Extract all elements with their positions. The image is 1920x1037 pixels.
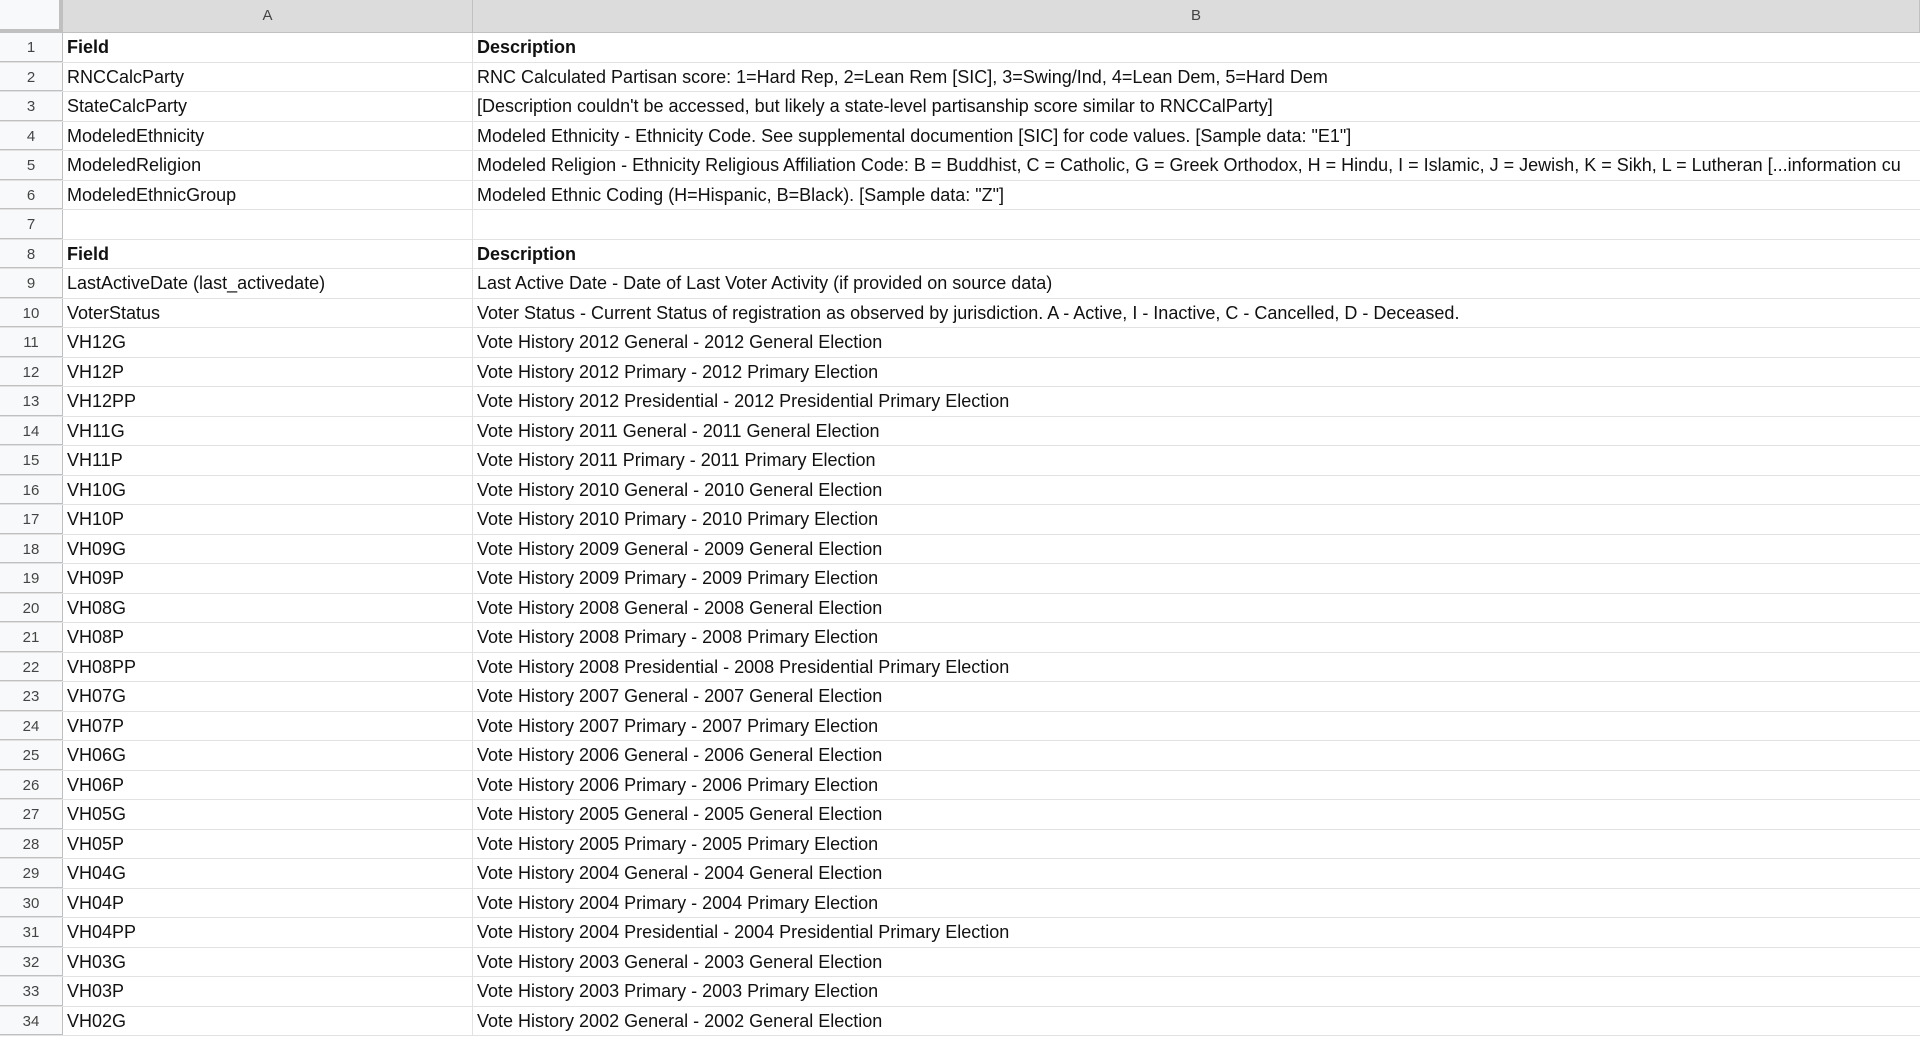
cell-description[interactable]: Vote History 2009 Primary - 2009 Primary Election: [477, 568, 879, 588]
row-number[interactable]: 28: [0, 830, 63, 859]
cell-field[interactable]: VH08PP: [63, 653, 473, 682]
cell-description[interactable]: [Description couldn't be accessed, but likely a state-level partisanship score similar to RNCCalParty]: [477, 96, 1273, 116]
cell-field[interactable]: VH05G: [63, 800, 473, 829]
table-row: [0, 358, 1920, 388]
cell-description[interactable]: Vote History 2007 Primary - 2007 Primary Election: [477, 715, 879, 736]
cell-field[interactable]: VH04G: [63, 859, 473, 888]
cell-description[interactable]: Vote History 2004 Presidential - 2004 Presidential Primary Election: [477, 922, 1010, 942]
row-number[interactable]: 2: [0, 63, 63, 92]
table-row: [0, 181, 1920, 211]
row-number[interactable]: 23: [0, 682, 63, 711]
cell-field[interactable]: VH09G: [63, 535, 473, 564]
cell-field[interactable]: VH03P: [63, 977, 473, 1006]
cell-description[interactable]: Voter Status - Current Status of registration as observed by jurisdiction. A - Active, I - Inactive, C - Cancelled, D - Deceased.: [477, 302, 1460, 323]
table-row: [0, 623, 1920, 653]
cell-description[interactable]: Description: [477, 37, 577, 57]
cell-description[interactable]: Vote History 2008 Presidential - 2008 Presidential Primary Election: [477, 656, 1010, 677]
table-row: [0, 682, 1920, 712]
cell-field[interactable]: VH04P: [63, 889, 473, 918]
column-header-b[interactable]: B: [473, 0, 1920, 33]
cell-description[interactable]: RNC Calculated Partisan score: 1=Hard Rep, 2=Lean Rem [SIC], 3=Swing/Ind, 4=Lean Dem, 5=Hard Dem: [477, 66, 1328, 87]
cell-description[interactable]: Last Active Date - Date of Last Voter Activity (if provided on source data): [477, 273, 1053, 293]
table-row: [0, 328, 1920, 358]
cell-field[interactable]: Field: [63, 33, 473, 62]
cell-field[interactable]: VH04PP: [63, 918, 473, 947]
cell-description[interactable]: Vote History 2012 Presidential - 2012 Presidential Primary Election: [477, 391, 1010, 411]
cell-field[interactable]: VH09P: [63, 564, 473, 593]
cell-description[interactable]: Vote History 2012 General - 2012 General Election: [477, 332, 883, 352]
table-row: [0, 92, 1920, 122]
cell-field[interactable]: VH06G: [63, 741, 473, 770]
table-row: [0, 151, 1920, 181]
row-number[interactable]: 7: [0, 210, 63, 239]
cell-field[interactable]: ModeledEthnicGroup: [63, 181, 473, 210]
cell-description[interactable]: Vote History 2004 General - 2004 General Election: [477, 863, 883, 883]
row-number[interactable]: 34: [0, 1007, 63, 1036]
row-number[interactable]: 10: [0, 299, 63, 328]
row-number[interactable]: 11: [0, 328, 63, 357]
table-row: [0, 210, 1920, 240]
table-row: [0, 417, 1920, 447]
cell-description[interactable]: Vote History 2005 General - 2005 General Election: [477, 804, 883, 824]
row-number[interactable]: 1: [0, 33, 63, 62]
cell-field[interactable]: Field: [63, 240, 473, 269]
cell-description[interactable]: Description: [477, 243, 577, 264]
cell-description[interactable]: Modeled Religion - Ethnicity Religious Affiliation Code: B = Buddhist, C = Catholic, G = Greek Orthodox, H = Hindu, I = Islamic, J = Jewish, K = Sikh, L = Lutheran [...information cu: [477, 155, 1901, 175]
row-number[interactable]: 15: [0, 446, 63, 475]
table-row: [0, 535, 1920, 565]
cell-description[interactable]: Vote History 2012 Primary - 2012 Primary Election: [477, 361, 879, 382]
cell-description[interactable]: Vote History 2007 General - 2007 General Election: [477, 686, 883, 706]
cell-description[interactable]: Vote History 2002 General - 2002 General Election: [477, 1010, 883, 1031]
cell-field[interactable]: [63, 210, 473, 239]
row-number[interactable]: 19: [0, 564, 63, 593]
table-row: [0, 269, 1920, 299]
row-number[interactable]: 6: [0, 181, 63, 210]
table-row: [0, 712, 1920, 742]
table-row: [0, 977, 1920, 1007]
row-number[interactable]: 24: [0, 712, 63, 741]
column-header-a[interactable]: A: [63, 0, 473, 33]
row-number[interactable]: 27: [0, 800, 63, 829]
row-number[interactable]: 18: [0, 535, 63, 564]
row-number[interactable]: 16: [0, 476, 63, 505]
table-row: [0, 771, 1920, 801]
cell-description[interactable]: Vote History 2004 Primary - 2004 Primary Election: [477, 892, 879, 913]
select-all-corner[interactable]: [0, 0, 63, 33]
cell-field[interactable]: RNCCalcParty: [63, 63, 473, 92]
cell-description[interactable]: Vote History 2008 General - 2008 General Election: [477, 597, 883, 618]
row-number[interactable]: 31: [0, 918, 63, 947]
table-row: [0, 1007, 1920, 1037]
table-row: [0, 63, 1920, 93]
table-row: [0, 889, 1920, 919]
table-row: [0, 653, 1920, 683]
cell-field[interactable]: StateCalcParty: [63, 92, 473, 121]
cell-description[interactable]: Vote History 2010 Primary - 2010 Primary Election: [477, 509, 879, 529]
row-number[interactable]: 9: [0, 269, 63, 298]
row-number[interactable]: 33: [0, 977, 63, 1006]
row-number[interactable]: 5: [0, 151, 63, 180]
cell-field[interactable]: VH10G: [63, 476, 473, 505]
cell-description[interactable]: Vote History 2008 Primary - 2008 Primary Election: [477, 627, 879, 647]
row-number[interactable]: 32: [0, 948, 63, 977]
cell-description[interactable]: [473, 210, 1920, 239]
cell-description[interactable]: Vote History 2005 Primary - 2005 Primary Election: [477, 833, 879, 854]
grid-rows: [0, 33, 1920, 1036]
table-row: [0, 594, 1920, 624]
row-number[interactable]: 25: [0, 741, 63, 770]
row-number[interactable]: 30: [0, 889, 63, 918]
cell-field[interactable]: VH11G: [63, 417, 473, 446]
table-row: [0, 918, 1920, 948]
table-row: [0, 564, 1920, 594]
row-number[interactable]: 26: [0, 771, 63, 800]
table-row: [0, 800, 1920, 830]
cell-field[interactable]: VH11P: [63, 446, 473, 475]
cell-field[interactable]: VH06P: [63, 771, 473, 800]
cell-description[interactable]: Vote History 2006 Primary - 2006 Primary Election: [477, 774, 879, 795]
row-number[interactable]: 13: [0, 387, 63, 416]
row-number[interactable]: 8: [0, 240, 63, 269]
cell-description[interactable]: Vote History 2006 General - 2006 General Election: [477, 745, 883, 765]
row-number[interactable]: 14: [0, 417, 63, 446]
row-number[interactable]: 29: [0, 859, 63, 888]
cell-field[interactable]: VH10P: [63, 505, 473, 534]
table-row: [0, 299, 1920, 329]
cell-field[interactable]: VH12P: [63, 358, 473, 387]
table-row: [0, 240, 1920, 270]
cell-field[interactable]: VH05P: [63, 830, 473, 859]
cell-field[interactable]: LastActiveDate (last_activedate): [63, 269, 473, 298]
row-number[interactable]: 20: [0, 594, 63, 623]
table-row: [0, 830, 1920, 860]
row-number[interactable]: 22: [0, 653, 63, 682]
table-row: [0, 859, 1920, 889]
cell-description[interactable]: Modeled Ethnic Coding (H=Hispanic, B=Black). [Sample data: "Z"]: [477, 184, 1005, 205]
cell-field[interactable]: VoterStatus: [63, 299, 473, 328]
table-row: [0, 948, 1920, 978]
row-number[interactable]: 3: [0, 92, 63, 121]
cell-field[interactable]: VH03G: [63, 948, 473, 977]
row-number[interactable]: 21: [0, 623, 63, 652]
table-row: [0, 387, 1920, 417]
cell-field[interactable]: VH02G: [63, 1007, 473, 1036]
cell-description[interactable]: Vote History 2009 General - 2009 General Election: [477, 538, 883, 559]
cell-field[interactable]: VH08G: [63, 594, 473, 623]
cell-field[interactable]: VH12PP: [63, 387, 473, 416]
row-number[interactable]: 12: [0, 358, 63, 387]
cell-field[interactable]: VH07P: [63, 712, 473, 741]
table-row: [0, 476, 1920, 506]
cell-field[interactable]: ModeledEthnicity: [63, 122, 473, 151]
table-row: [0, 122, 1920, 152]
cell-description[interactable]: Vote History 2011 General - 2011 General Election: [477, 420, 880, 441]
cell-field[interactable]: VH12G: [63, 328, 473, 357]
column-header-row: [0, 0, 1920, 33]
cell-field[interactable]: ModeledReligion: [63, 151, 473, 180]
cell-description[interactable]: Vote History 2010 General - 2010 General Election: [477, 479, 883, 500]
row-number[interactable]: 4: [0, 122, 63, 151]
cell-description[interactable]: Modeled Ethnicity - Ethnicity Code. See supplemental documention [SIC] for code values. [Sample data: "E1"]: [477, 125, 1352, 146]
cell-field[interactable]: VH08P: [63, 623, 473, 652]
row-number[interactable]: 17: [0, 505, 63, 534]
cell-description[interactable]: Vote History 2003 Primary - 2003 Primary Election: [477, 981, 879, 1001]
cell-description[interactable]: Vote History 2003 General - 2003 General Election: [477, 951, 883, 972]
cell-description[interactable]: Vote History 2011 Primary - 2011 Primary Election: [477, 450, 876, 470]
table-row: [0, 33, 1920, 63]
table-row: [0, 505, 1920, 535]
table-row: [0, 741, 1920, 771]
table-row: [0, 446, 1920, 476]
cell-field[interactable]: VH07G: [63, 682, 473, 711]
